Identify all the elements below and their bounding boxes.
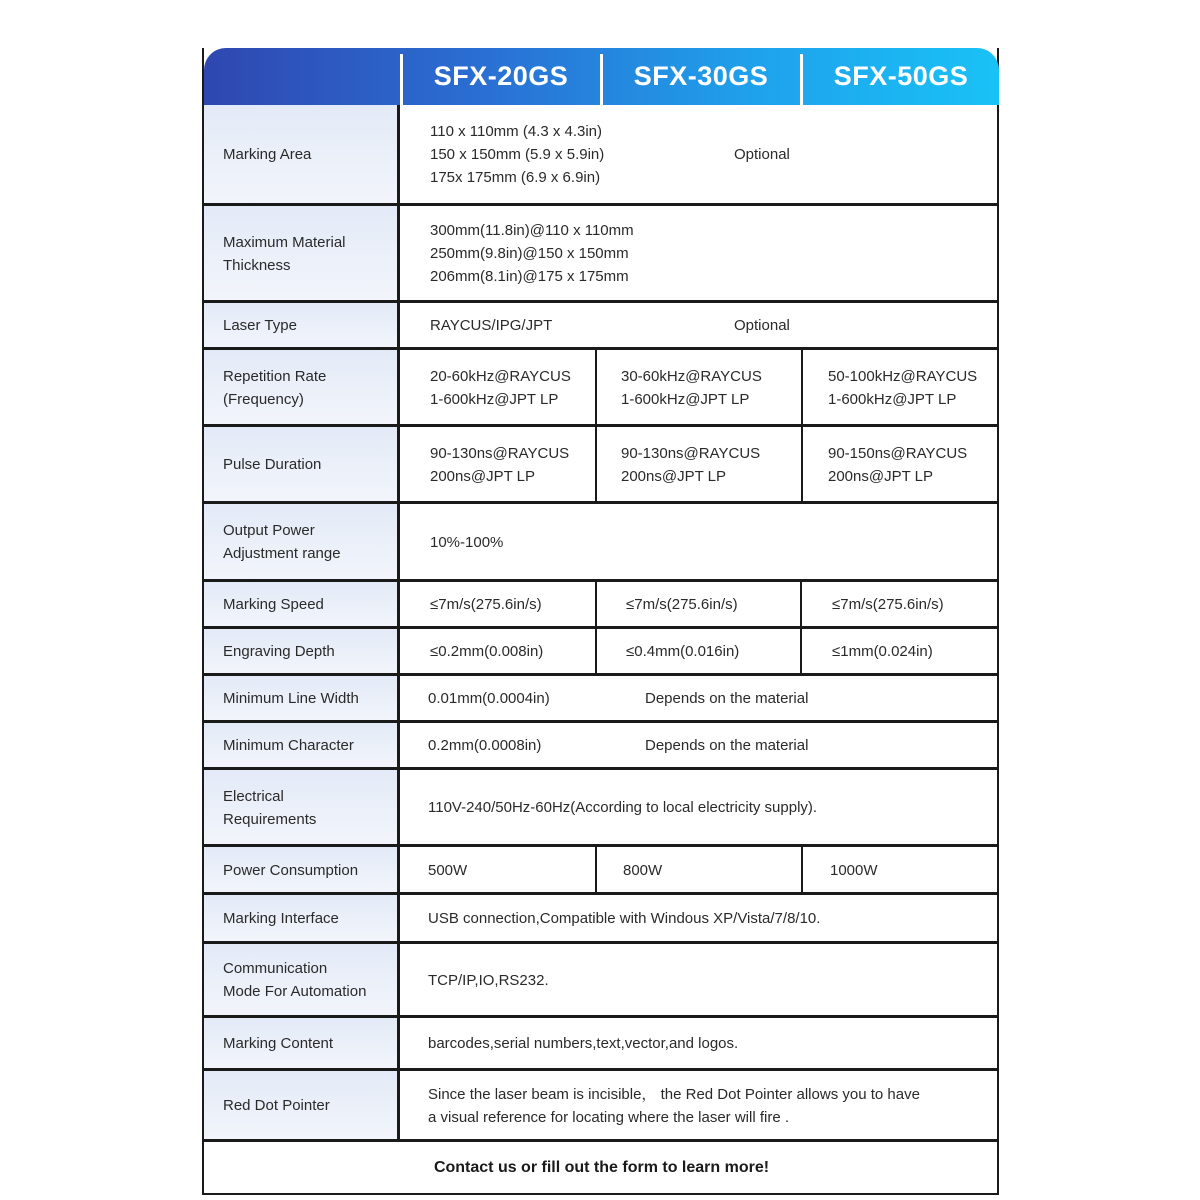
row-label xyxy=(204,350,400,425)
value-line: a visual reference for locating where the laser will fire . xyxy=(428,1108,789,1126)
value-line: 1-600kHz@JPT LP xyxy=(621,390,750,408)
label-line: Communication xyxy=(223,960,328,977)
col-divider xyxy=(595,350,597,425)
col-divider xyxy=(595,582,597,627)
optional-note: Optional xyxy=(734,317,790,334)
marking-speed-col-1: ≤7m/s(275.6in/s) xyxy=(430,596,542,613)
value-line: 50-100kHz@RAYCUS xyxy=(828,367,978,385)
contact-footer: Contact us or fill out the form to learn more! xyxy=(433,1158,770,1176)
value-line: 90-130ns@RAYCUS xyxy=(621,444,761,462)
header-model-2: SFX-30GS xyxy=(633,61,769,91)
col-divider xyxy=(595,629,597,674)
col-divider xyxy=(801,847,803,893)
marking-speed-col-2: ≤7m/s(275.6in/s) xyxy=(626,596,738,613)
row-power-consumption xyxy=(204,847,999,893)
header-model-3: SFX-50GS xyxy=(833,61,969,91)
repetition-rate-col-3 xyxy=(828,350,977,425)
marking-content-value: barcodes,serial numbers,text,vector,and logos. xyxy=(428,1035,739,1052)
row-label: Laser Type xyxy=(204,303,400,348)
row-pulse-duration xyxy=(204,427,999,502)
row-label: Red Dot Pointer xyxy=(204,1071,400,1140)
value-line: 30-60kHz@RAYCUS xyxy=(621,367,762,385)
red-dot-value xyxy=(428,1071,920,1140)
communication-value: TCP/IP,IO,RS232. xyxy=(428,971,549,989)
material-note: Depends on the material xyxy=(645,690,809,707)
power-consumption-col-2: 800W xyxy=(623,861,663,879)
marking-area-values xyxy=(430,105,604,204)
col-divider xyxy=(800,629,802,674)
row-label: Minimum Line Width xyxy=(204,676,400,721)
repetition-rate-col-2 xyxy=(621,350,762,425)
row-label: Marking Interface xyxy=(204,895,400,942)
value-line: 20-60kHz@RAYCUS xyxy=(430,367,571,385)
row-marking-content xyxy=(204,1018,999,1069)
value-line: 250mm(9.8in)@150 x 150mm xyxy=(430,245,629,262)
row-max-thickness xyxy=(204,206,999,301)
label-line: Mode For Automation xyxy=(223,983,367,1000)
spec-table xyxy=(202,48,999,1195)
row-engraving-depth xyxy=(204,629,999,674)
engraving-depth-col-2: ≤0.4mm(0.016in) xyxy=(626,643,740,660)
pulse-duration-col-1 xyxy=(430,427,569,502)
value-line: 150 x 150mm (5.9 x 5.9in) xyxy=(430,146,605,163)
marking-speed-col-3: ≤7m/s(275.6in/s) xyxy=(832,596,944,613)
row-label xyxy=(204,770,400,845)
label-line: Electrical xyxy=(223,787,284,805)
value-line: 206mm(8.1in)@175 x 175mm xyxy=(430,268,629,285)
row-label: Minimum Character xyxy=(204,723,400,768)
min-line-width-value: 0.01mm(0.0004in) xyxy=(428,690,550,707)
label-line: Repetition Rate xyxy=(223,367,327,385)
value-line: 1-600kHz@JPT LP xyxy=(430,390,559,408)
output-power-value: 10%-100% xyxy=(430,533,504,551)
label-line: (Frequency) xyxy=(223,390,304,408)
col-divider xyxy=(800,582,802,627)
row-min-character xyxy=(204,723,999,768)
marking-interface-value: USB connection,Compatible with Windous XP/Vista/7/8/10. xyxy=(428,910,821,927)
row-label: Marking Speed xyxy=(204,582,400,627)
row-label: Power Consumption xyxy=(204,847,400,893)
label-line: Thickness xyxy=(223,256,291,274)
header-model-1: SFX-20GS xyxy=(433,61,569,91)
power-consumption-col-1: 500W xyxy=(428,861,468,879)
engraving-depth-col-3: ≤1mm(0.024in) xyxy=(832,643,933,660)
row-label xyxy=(204,504,400,580)
value-line: 200ns@JPT LP xyxy=(430,467,536,485)
col-divider xyxy=(595,847,597,893)
col-divider xyxy=(595,427,597,502)
optional-note: Optional xyxy=(734,146,790,163)
label-line: Maximum Material xyxy=(223,233,346,251)
header-corner xyxy=(204,48,400,105)
row-marking-speed xyxy=(204,582,999,627)
row-electrical xyxy=(204,770,999,845)
repetition-rate-col-1 xyxy=(430,350,571,425)
row-laser-type xyxy=(204,303,999,348)
row-marking-area xyxy=(204,105,999,204)
col-divider xyxy=(801,350,803,425)
min-character-value: 0.2mm(0.0008in) xyxy=(428,737,542,754)
value-line: 175x 175mm (6.9 x 6.9in) xyxy=(430,169,601,186)
row-repetition-rate xyxy=(204,350,999,425)
pulse-duration-col-2 xyxy=(621,427,760,502)
row-label: Pulse Duration xyxy=(204,427,400,502)
row-marking-interface xyxy=(204,895,999,942)
row-label: Engraving Depth xyxy=(204,629,400,674)
row-label: Marking Content xyxy=(204,1018,400,1069)
electrical-value: 110V-240/50Hz-60Hz(According to local electricity supply). xyxy=(428,799,818,816)
value-line: 90-150ns@RAYCUS xyxy=(828,444,968,462)
row-red-dot xyxy=(204,1071,999,1140)
value-line: 90-130ns@RAYCUS xyxy=(430,444,570,462)
label-line: Requirements xyxy=(223,810,317,828)
label-line: Adjustment range xyxy=(223,545,341,562)
value-line: 1-600kHz@JPT LP xyxy=(828,390,957,408)
engraving-depth-col-1: ≤0.2mm(0.008in) xyxy=(430,643,544,660)
row-label xyxy=(204,944,400,1016)
row-label xyxy=(204,206,400,301)
value-line: 110 x 110mm (4.3 x 4.3in) xyxy=(430,123,603,140)
row-min-line-width xyxy=(204,676,999,721)
pulse-duration-col-3 xyxy=(828,427,967,502)
row-communication xyxy=(204,944,999,1016)
power-consumption-col-3: 1000W xyxy=(830,861,878,879)
label-line: Output Power xyxy=(223,522,315,539)
value-line: 200ns@JPT LP xyxy=(828,467,934,485)
laser-type-value: RAYCUS/IPG/JPT xyxy=(430,317,553,334)
table-header xyxy=(204,48,999,105)
max-thickness-values xyxy=(430,206,634,301)
material-note: Depends on the material xyxy=(645,737,809,754)
col-divider xyxy=(801,427,803,502)
value-line: 200ns@JPT LP xyxy=(621,467,727,485)
value-line: 300mm(11.8in)@110 x 110mm xyxy=(430,222,634,239)
value-line: Since the laser beam is incisible， the Red Dot Pointer allows you to have xyxy=(428,1085,920,1103)
row-output-power xyxy=(204,504,999,580)
row-label: Marking Area xyxy=(204,105,400,204)
